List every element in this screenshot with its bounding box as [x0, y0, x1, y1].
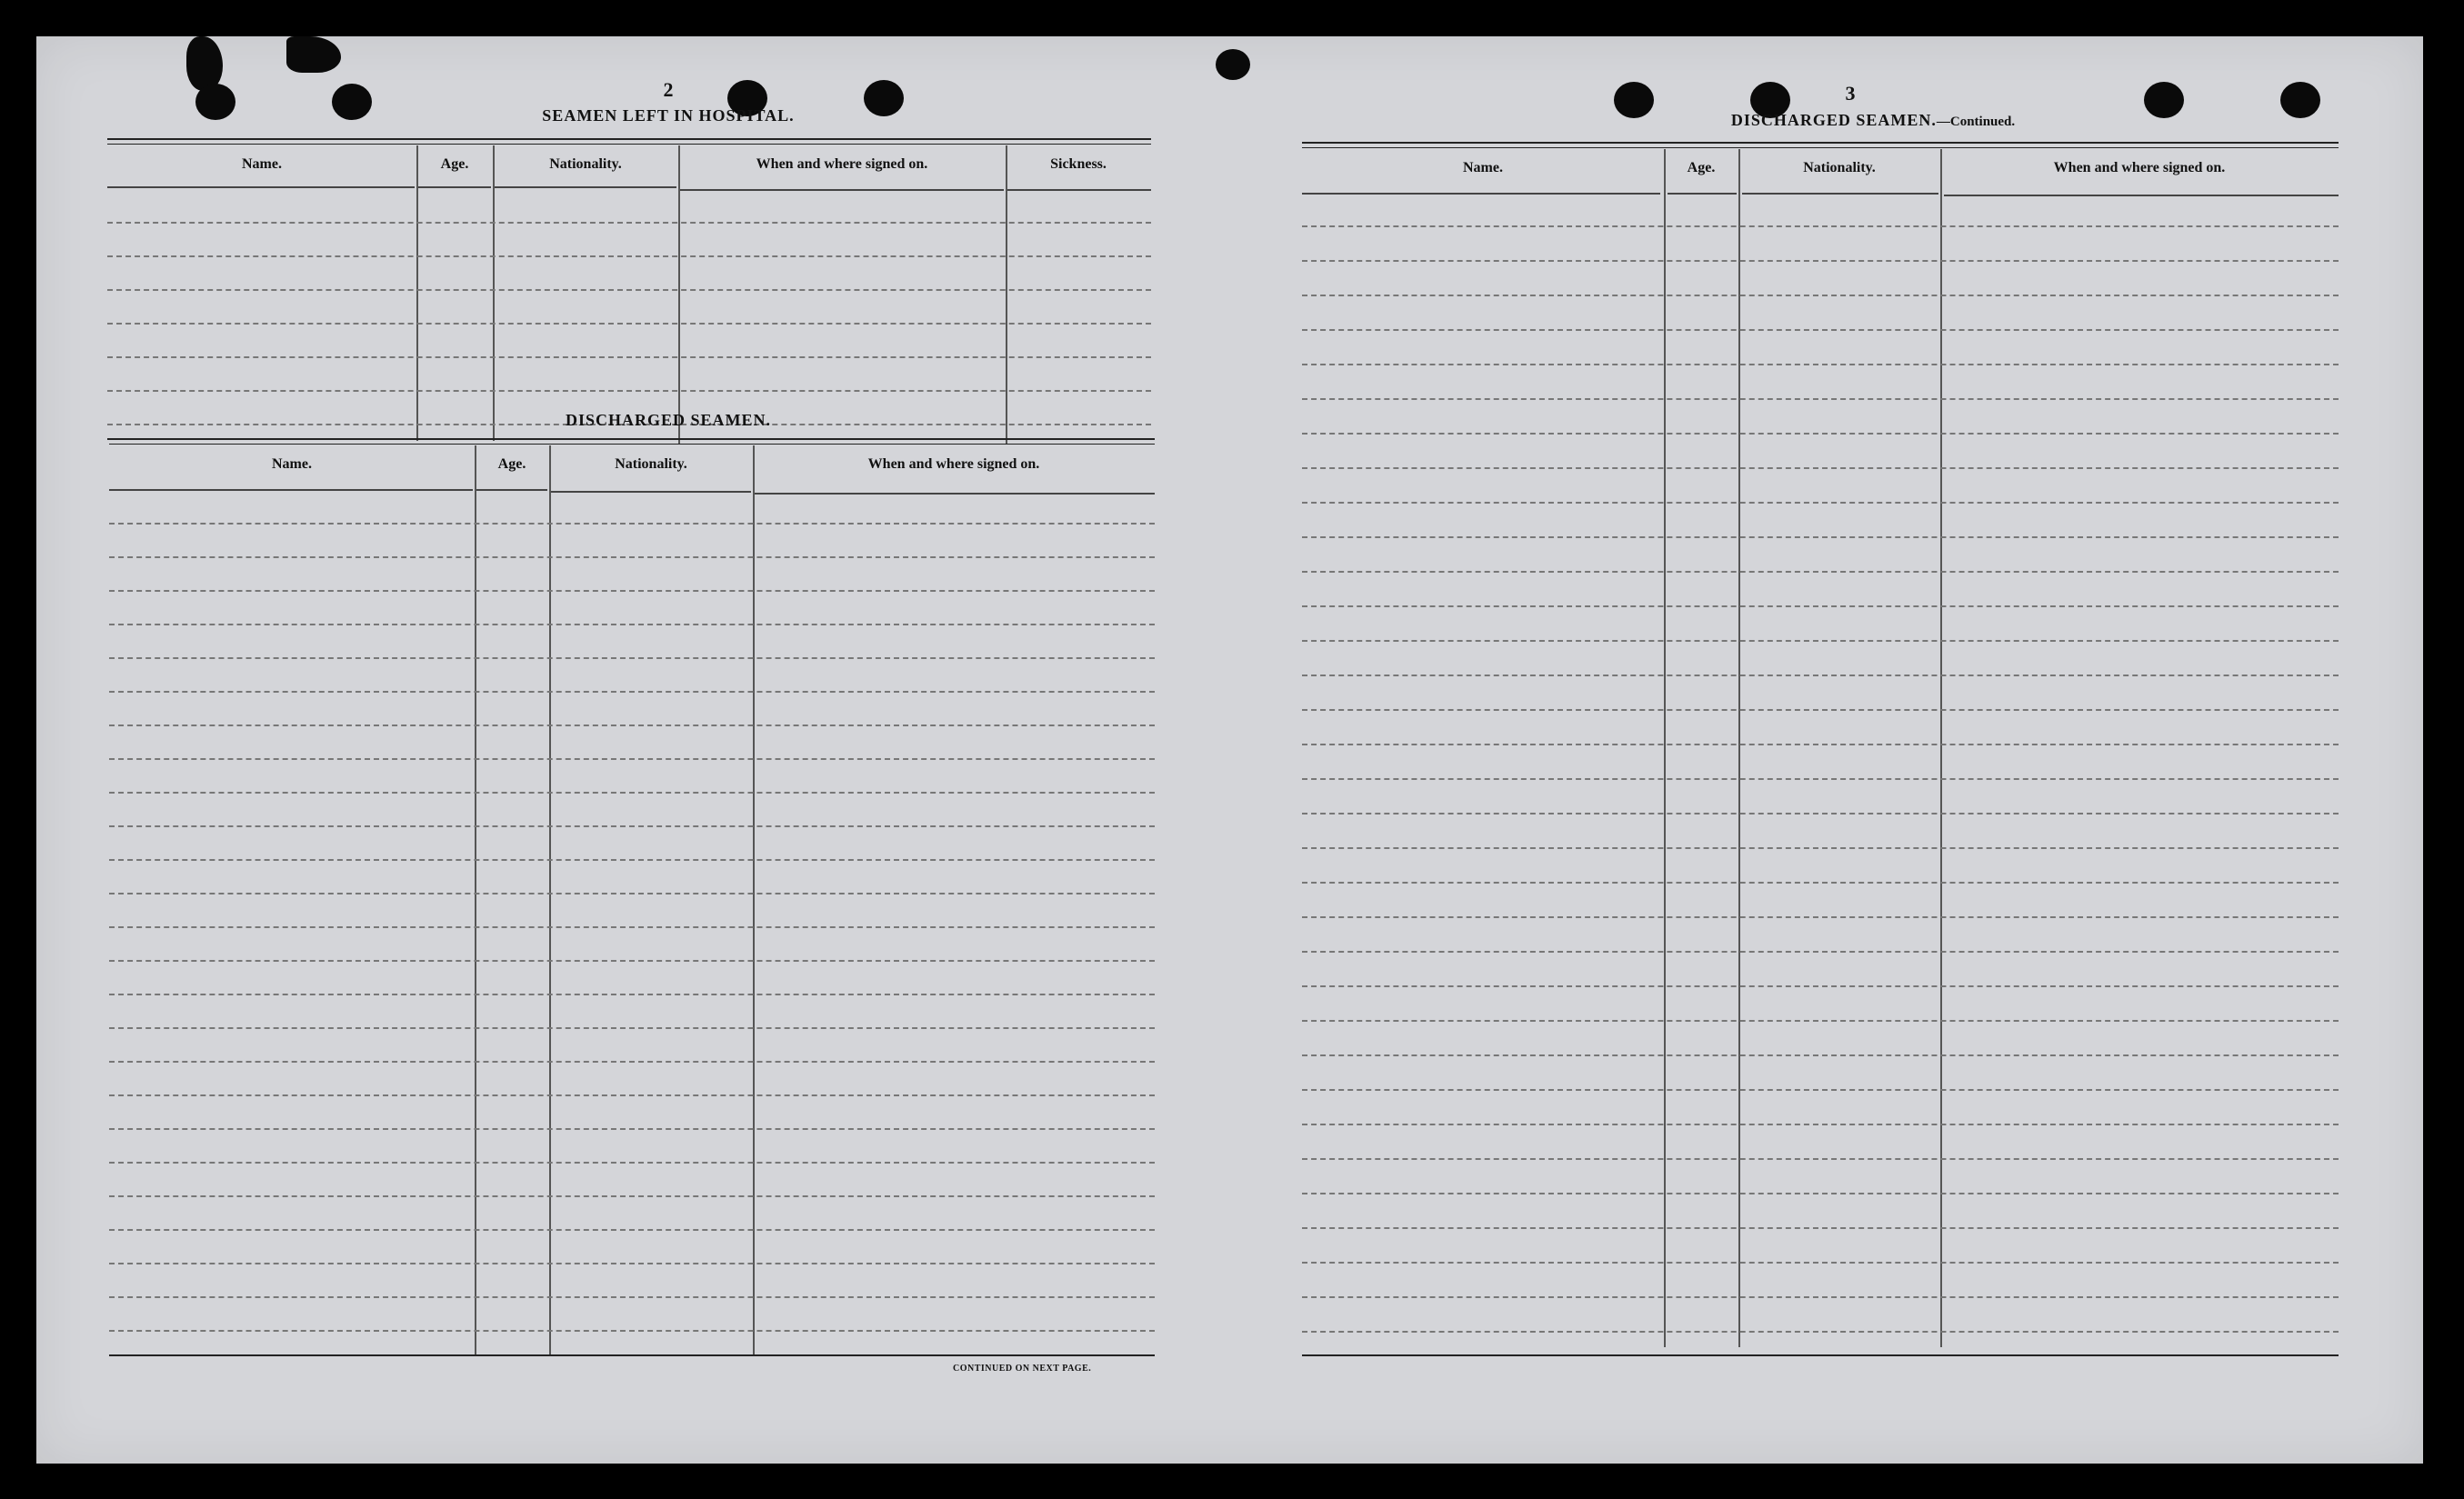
continued-col-nationality: Nationality. [1803, 160, 1876, 175]
discharged-continued-title-main: DISCHARGED SEAMEN. [1730, 111, 1937, 129]
continued-col-age: Age. [1687, 160, 1716, 175]
ledger-paper [36, 36, 2423, 1464]
page-number-right: 3 [1845, 82, 1856, 105]
hospital-col-name: Name. [242, 156, 282, 172]
discharged-continued-table [1302, 142, 2339, 1360]
discharged-section-title: DISCHARGED SEAMEN. [565, 411, 772, 429]
punch-hole [332, 84, 372, 120]
torn-edge-mark [286, 36, 341, 73]
continued-footer-note: CONTINUED ON NEXT PAGE. [953, 1364, 1092, 1374]
punch-hole [195, 84, 235, 120]
continued-col-name: Name. [1463, 160, 1503, 175]
hospital-table [107, 138, 1151, 438]
hospital-col-nationality: Nationality. [549, 156, 622, 172]
discharged-continued-title [1564, 111, 2182, 130]
hospital-section-title: SEAMEN LEFT IN HOSPITAL. [542, 106, 795, 125]
hospital-col-age: Age. [440, 156, 469, 172]
discharged-col-nationality: Nationality. [615, 456, 687, 472]
punch-hole [2280, 82, 2320, 118]
punch-hole [1216, 49, 1250, 80]
discharged-col-signed-on: When and where signed on. [867, 456, 1040, 472]
discharged-col-name: Name. [272, 456, 312, 472]
continued-col-signed-on: When and where signed on. [2053, 160, 2226, 175]
page-number-left: 2 [663, 78, 674, 101]
discharged-col-age: Age. [497, 456, 526, 472]
torn-edge-mark [186, 36, 223, 91]
discharged-continued-title-suffix: —Continued. [1936, 115, 2016, 129]
discharged-table [109, 438, 1155, 1356]
hospital-col-signed-on: When and where signed on. [756, 156, 928, 172]
hospital-col-sickness: Sickness. [1050, 156, 1107, 172]
